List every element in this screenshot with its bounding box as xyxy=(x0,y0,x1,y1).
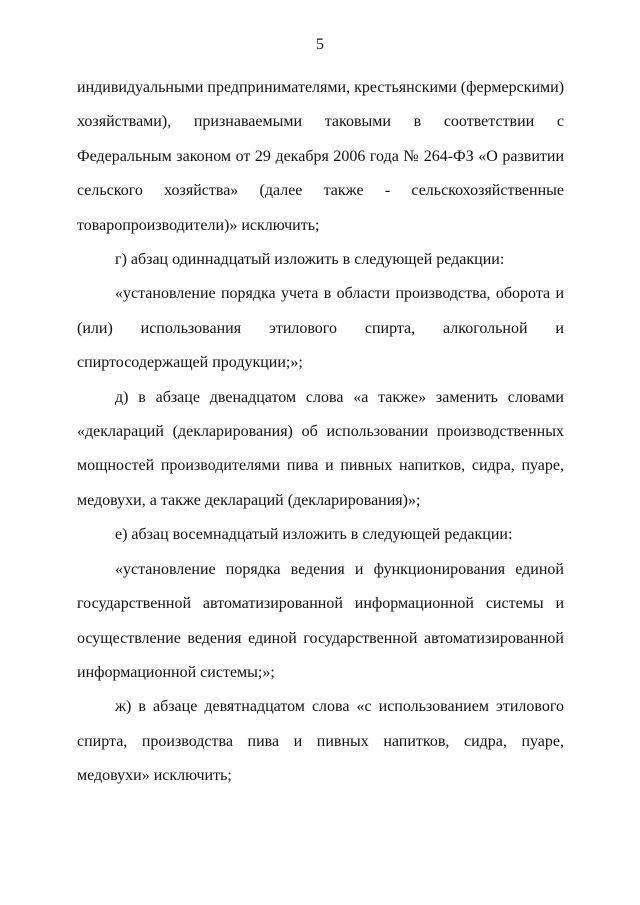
document-body xyxy=(77,71,564,794)
paragraph-item-d: д) в абзаце двенадцатом слова «а также» заменить словами «деклараций (декларирования) об использовании производственных мощностей производителями пива и пивных напитков, сидра, пуаре, медовухи, а также деклараций (декларирования)»; xyxy=(77,388,564,509)
paragraph-quote-g: «установление порядка учета в области производства, оборота и (или) использования этилового спирта, алкогольной и спиртосодержащей продукции;»; xyxy=(77,285,564,372)
paragraph-quote-e: «установление порядка ведения и функционирования единой государственной автоматизированной информационной системы и осуществление ведения единой государственной автоматизированной информационной системы;»; xyxy=(77,560,564,681)
paragraph-item-zh: ж) в абзаце девятнадцатом слова «с использованием этилового спирта, производства пива и пивных напитков, сидра, пуаре, медовухи» исключить; xyxy=(77,698,564,785)
paragraph-continuation: индивидуальными предпринимателями, крестьянскими (фермерскими) хозяйствами), признаваемыми таковыми в соответствии с Федеральным законом от 29 декабря 2006 года № 264-ФЗ «О развитии сельского хозяйства» (далее также - сельскохозяйственные товаропроизводители)» исключить; xyxy=(77,79,565,234)
paragraph-item-g: г) абзац одиннадцатый изложить в следующей редакции: xyxy=(115,251,505,269)
paragraph-item-e: е) абзац восемнадцатый изложить в следующей редакции: xyxy=(115,526,513,544)
page-number: 5 xyxy=(316,36,324,53)
